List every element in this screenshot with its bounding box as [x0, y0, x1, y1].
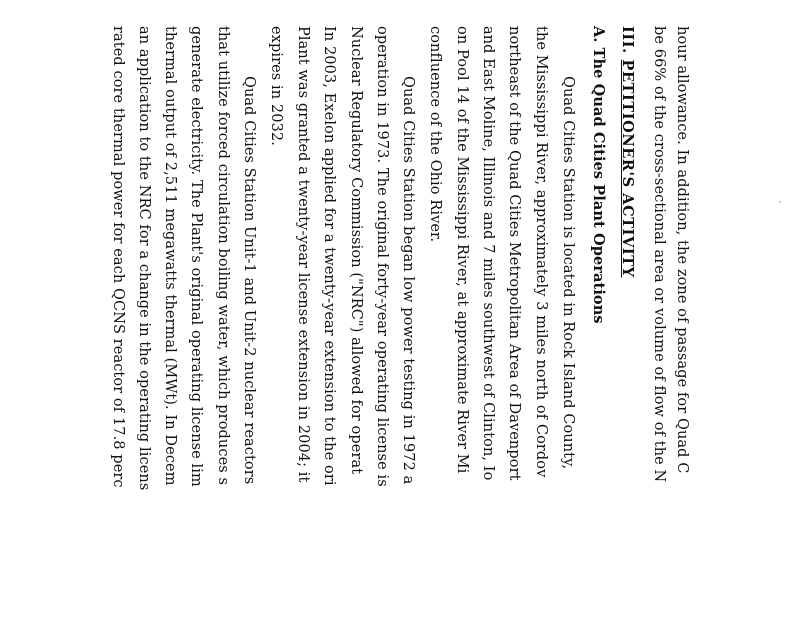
text-line: northeast of the Quad Cities Metropolitan Area of Davenport	[506, 26, 522, 481]
subsection-heading: A. The Quad Cities Plant Operations	[590, 26, 607, 324]
text-line: and East Moline, Illinois and 7 miles southwest of Clinton, Io	[480, 26, 496, 481]
text-line: hour allowance. In addition, the zone of passage for Quad C	[674, 26, 690, 474]
text-line: In 2003, Exelon applied for a twenty-year extension to the ori	[321, 26, 337, 486]
text-line: Quad Cities Station Unit-1 and Unit-2 nuclear reactors	[241, 76, 257, 485]
text-line: be 66% of the cross-sectional area or volume of flow of the N	[651, 26, 667, 483]
text-line: Quad Cities Station began low power testing in 1972 a	[400, 76, 416, 485]
text-line: expires in 2032.	[268, 26, 284, 146]
text-line: an application to the NRC for a change in the operating licens	[136, 26, 152, 491]
text-line: that utilize forced circulation boiling water, which produces s	[215, 26, 231, 486]
text-line: on Pool 14 of the Mississippi River, at approximate River Mi	[454, 26, 470, 474]
text-line: confluence of the Ohio River.	[427, 26, 443, 243]
section-heading-text: III. PETITIONER'S ACTIVITY	[619, 26, 636, 278]
text-line: operation in 1973. The original forty-year operating license is	[374, 26, 390, 487]
text-line: rated core thermal power for each QCNS reactor of 17.8 perc	[110, 26, 126, 488]
text-line: the Mississippi River, approximately 3 miles north of Cordov	[533, 26, 549, 478]
scan-speck	[779, 201, 781, 203]
section-heading	[619, 26, 635, 278]
text-line: thermal output of 2,511 megawatts thermal (MWt). In Decem	[162, 26, 178, 486]
text-line: generate electricity. The Plant's original operating license lim	[188, 26, 204, 487]
text-line: Quad Cities Station is located in Rock Island County,	[560, 76, 576, 470]
rotated-text-block	[110, 0, 690, 618]
text-line: Plant was granted a twenty-year license extension in 2004; it	[295, 26, 311, 483]
text-line: Nuclear Regulatory Commission ("NRC") allowed for operat	[348, 26, 364, 475]
